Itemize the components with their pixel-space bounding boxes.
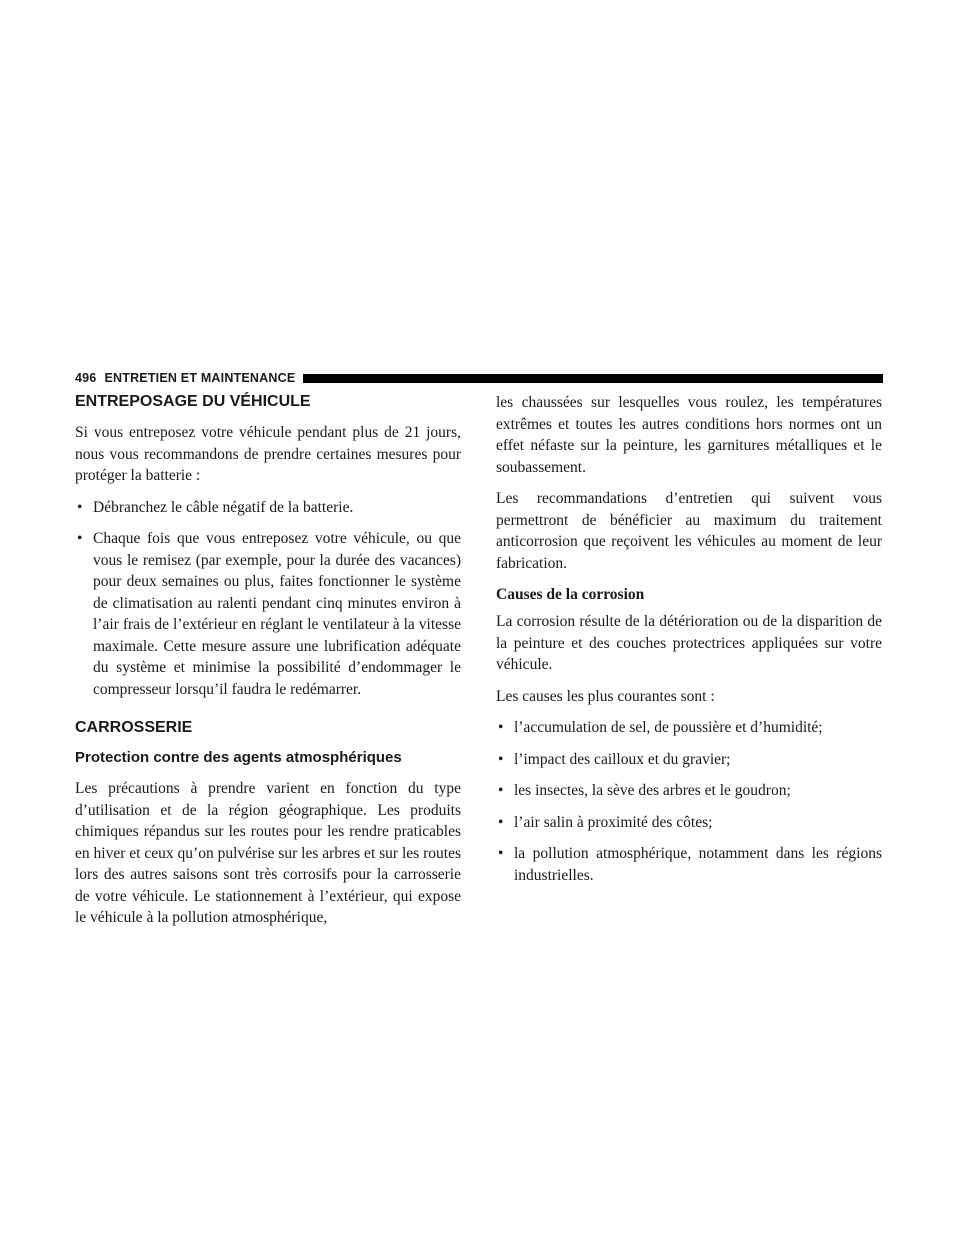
corrosion-paragraph: La corrosion résulte de la détérioration ou de la disparition de la peinture et des couches protectrices appliquées sur votre véhicule. — [496, 613, 882, 673]
list-item — [496, 812, 882, 834]
list-item — [496, 780, 882, 802]
list-item — [75, 497, 461, 519]
bullet-icon: • — [77, 530, 83, 547]
bullet-icon: • — [498, 750, 504, 768]
common-causes-intro: Les causes les plus courantes sont : — [496, 687, 715, 705]
bullet-icon: • — [498, 813, 504, 831]
bullet-icon: • — [498, 719, 504, 736]
list-item-text: Chaque fois que vous entreposez votre véhicule, ou que vous le remisez (par exemple, pour la durée des vacances) pour deux semaines ou plus, faites fonctionner le système de climatisation au ralenti pendant cinq minutes environ à l’air frais de l’extérieur en réglant le ventilateur à la vitesse maximale. Cette mesure assure une lubrification adéquate du système et minimise la possibilité d’endommager le compresseur lorsqu’il faudra le redémarrer. — [93, 530, 461, 698]
storage-intro-paragraph: Si vous entreposez votre véhicule pendant plus de 21 jours, nous vous recommandons de prendre certaines mesures pour protéger la batterie : — [75, 424, 461, 484]
heading-body: CARROSSERIE — [75, 719, 193, 736]
storage-bullet-list — [75, 497, 461, 701]
bullet-icon: • — [77, 498, 83, 516]
list-item-text: l’accumulation de sel, de poussière et d’humidité; — [514, 719, 823, 736]
section-title: ENTRETIEN ET MAINTENANCE — [104, 371, 296, 385]
heading-atmospheric-protection: Protection contre des agents atmosphériques — [75, 749, 402, 766]
list-item — [496, 749, 882, 771]
heading-corrosion-causes: Causes de la corrosion — [496, 586, 645, 603]
header-rule — [303, 374, 883, 383]
list-item — [75, 528, 461, 700]
page-header — [75, 370, 883, 386]
list-item-text: Débranchez le câble négatif de la batterie. — [93, 498, 354, 516]
continuation-paragraph: les chaussées sur lesquelles vous roulez, les températures extrêmes et toutes les autres conditions hors normes ont un effet néfaste sur la peinture, les garnitures métalliques et le soubassement. — [496, 394, 882, 476]
left-column — [75, 392, 461, 939]
recommendations-paragraph: Les recommandations d’entretien qui suivent vous permettront de bénéficier au maximum du traitement anticorrosion que reçoivent les véhicules au moment de leur fabrication. — [496, 490, 882, 572]
list-item — [496, 717, 882, 739]
bullet-icon: • — [498, 845, 504, 862]
page-number: 496 — [75, 371, 97, 385]
list-item — [496, 843, 882, 886]
right-column — [496, 392, 882, 896]
list-item-text: les insectes, la sève des arbres et le goudron; — [514, 782, 791, 799]
bullet-icon: • — [498, 782, 504, 799]
list-item-text: l’impact des cailloux et du gravier; — [514, 750, 731, 768]
list-item-text: l’air salin à proximité des côtes; — [514, 813, 713, 831]
causes-bullet-list — [496, 717, 882, 886]
list-item-text: la pollution atmosphérique, notamment dans les régions industrielles. — [514, 845, 882, 884]
heading-vehicle-storage: ENTREPOSAGE DU VÉHICULE — [75, 393, 311, 410]
protection-paragraph: Les précautions à prendre varient en fonction du type d’utilisation et de la région géographique. Les produits chimiques répandus sur les routes pour les rendre praticables en hiver et ceux qu’on pulvérise sur les arbres et sur les routes lors des autres saisons sont très corrosifs pour la carrosserie de votre véhicule. Le stationnement à l’extérieur, qui expose le véhicule à la pollution atmosphérique, — [75, 780, 461, 926]
